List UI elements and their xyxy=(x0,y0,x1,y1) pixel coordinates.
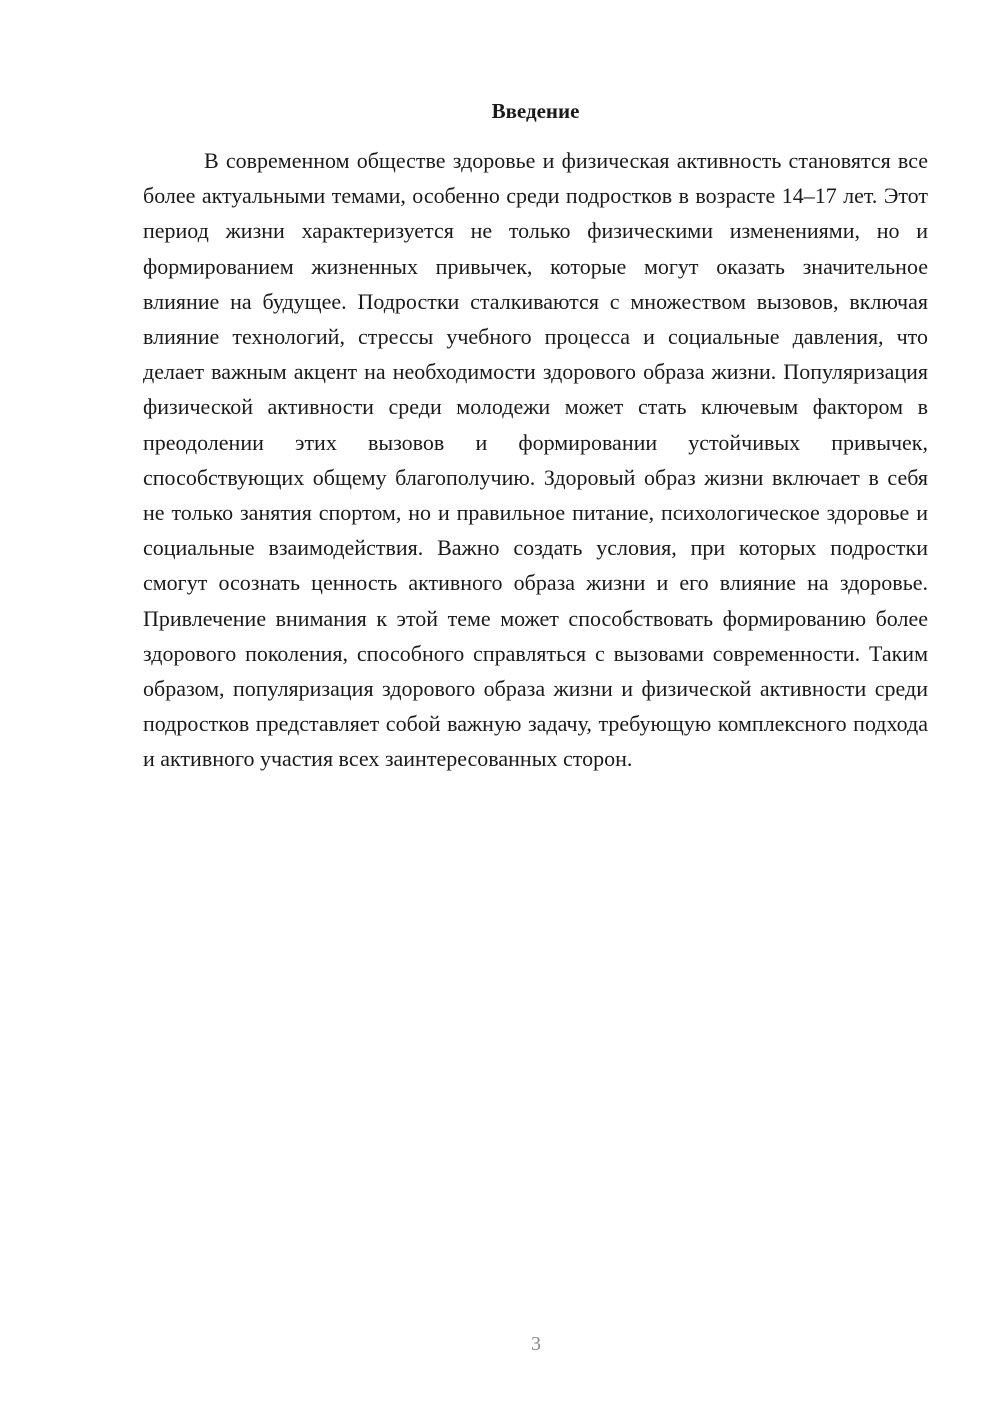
introduction-paragraph: В современном обществе здоровье и физическая активность становятся все более актуальными темами, особенно среди подростков в возрасте 14–17 лет. Этот период жизни характеризуется не только физическими изменениями, но и формированием жизненных привычек, которые могут оказать значительное влияние на будущее. Подростки сталкиваются с множеством вызовов, включая влияние технологий, стрессы учебного процесса и социальные давления, что делает важным акцент на необходимости здорового образа жизни. Популяризация физической активности среди молодежи может стать ключевым фактором в преодолении этих вызовов и формировании устойчивых привычек, способствующих общему благополучию. Здоровый образ жизни включает в себя не только занятия спортом, но и правильное питание, психологическое здоровье и социальные взаимодействия. Важно создать условия, при которых подростки смогут осознать ценность активного образа жизни и его влияние на здоровье. Привлечение внимания к этой теме может способствовать формированию более здорового поколения, способного справляться с вызовами современности. Таким образом, популяризация здорового образа жизни и физической активности среди подростков представляет собой важную задачу, требующую комплексного подхода и активного участия всех заинтересованных сторон. xyxy=(143,148,928,772)
page-number: 3 xyxy=(531,1333,541,1355)
section-title: Введение xyxy=(491,99,580,123)
